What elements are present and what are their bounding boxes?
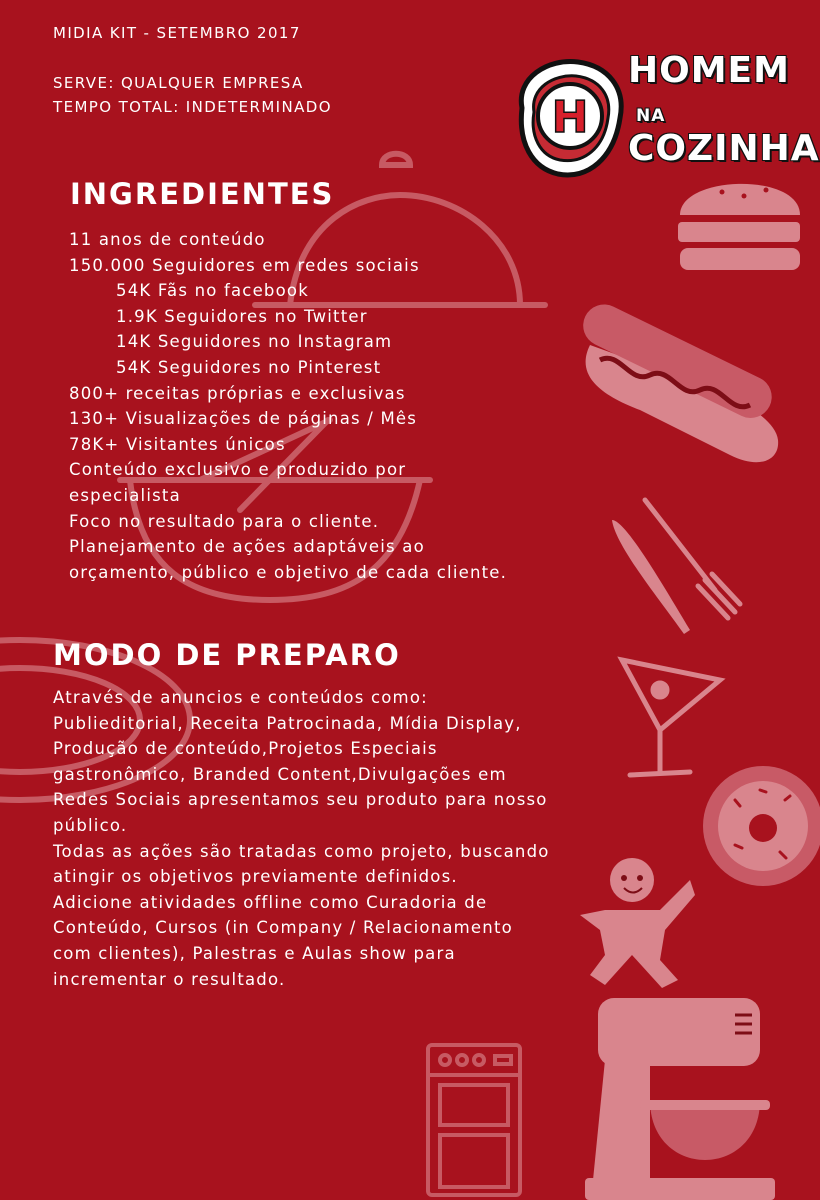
logo-word-cozinha: COZINHA <box>628 128 820 169</box>
logo-word-na: NA <box>636 106 666 126</box>
list-item: 1.9K Seguidores no Twitter <box>116 306 368 326</box>
list-item: 54K Seguidores no Pinterest <box>116 357 382 377</box>
burger-icon <box>678 184 800 270</box>
list-item: Conteúdo exclusivo e produzido por especialista <box>69 460 407 505</box>
knife-icon <box>612 520 690 634</box>
ingredients-title: INGREDIENTES <box>70 177 335 211</box>
list-item: 800+ receitas próprias e exclusivas <box>69 383 406 403</box>
logo-letter: H <box>551 92 589 143</box>
hotdog-icon <box>576 297 779 462</box>
list-item: Foco no resultado para o cliente. <box>69 511 380 531</box>
list-item: 11 anos de conteúdo <box>69 230 266 249</box>
logo-word-homem: HOMEM <box>628 50 790 91</box>
list-item: 130+ Visualizações de páginas / Mês <box>69 409 418 429</box>
gingerbread-icon <box>580 858 695 988</box>
total-time-line: TEMPO TOTAL: INDETERMINADO <box>53 98 332 116</box>
preparation-paragraph: Através de anuncios e conteúdos como: Publieditorial, Receita Patrocinada, Mídia Display, Produção de conteúdo,Projetos Especiais gastronômico, Branded Content,Divulgações em Redes Sociais apresentamos seu produto para nosso público. <box>53 688 548 835</box>
stand-mixer-icon <box>585 998 775 1200</box>
cocktail-icon <box>622 660 720 775</box>
donut-icon <box>703 766 820 886</box>
stove-icon <box>428 1045 520 1195</box>
preparation-title: MODO DE PREPARO <box>53 638 401 672</box>
serves-line: SERVE: QUALQUER EMPRESA <box>53 74 304 92</box>
homem-na-cozinha-logo <box>508 48 820 188</box>
preparation-paragraph: Todas as ações são tratadas como projeto, buscando atingir os objetivos previamente definidos. <box>53 841 550 887</box>
ingredients-list <box>69 227 509 585</box>
list-item: Planejamento de ações adaptáveis ao orçamento, público e objetivo de cada cliente. <box>69 537 508 582</box>
preparation-paragraph: Adicione atividades offline como Curadoria de Conteúdo, Cursos (in Company / Relacionamento com clientes), Palestras e Aulas show para incrementar o resultado. <box>53 892 513 989</box>
preparation-text <box>53 685 553 992</box>
list-item: 54K Fãs no facebook <box>116 281 309 301</box>
list-item: 150.000 Seguidores em redes sociais <box>69 255 420 275</box>
fork-icon <box>645 500 740 618</box>
steak-logo-icon <box>508 48 638 188</box>
list-item: 14K Seguidores no Instagram <box>116 332 393 352</box>
media-kit-date: MIDIA KIT - SETEMBRO 2017 <box>53 24 301 42</box>
list-item: 78K+ Visitantes únicos <box>69 434 286 454</box>
